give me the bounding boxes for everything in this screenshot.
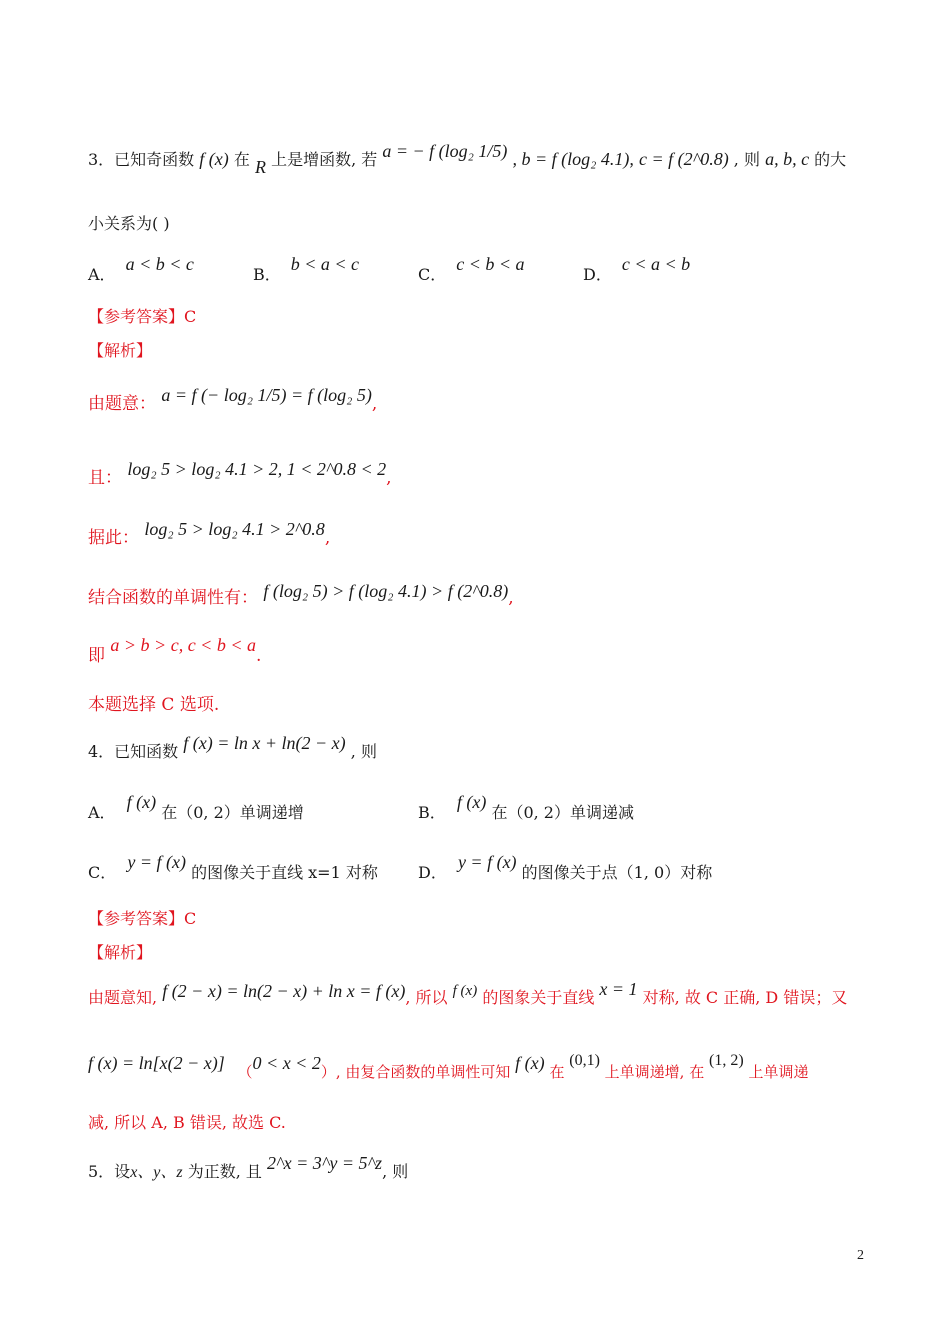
- q3-R: R: [254, 157, 266, 177]
- q4-analysis-line3: 减, 所以 A, B 错误, 故选 C.: [88, 1113, 286, 1132]
- math-expr: x = 1: [599, 979, 638, 999]
- text-segment: 上单调递增, 在: [604, 1063, 705, 1081]
- step-expr: f (log₂ 5) > f (log₂ 4.1) > f (2^0.8): [263, 581, 509, 601]
- option-expr: b < a < c: [290, 254, 360, 274]
- text-segment: 的图象关于直线: [482, 988, 595, 1007]
- q3-step1: 由题意： a = f (− log₂ 1/5) = f (log₂ 5),: [88, 385, 378, 414]
- q3-step6: 本题选择 C 选项.: [88, 695, 220, 715]
- q4-expr: f (x) = ln x + ln(2 − x): [183, 733, 346, 753]
- q3-step4: 结合函数的单调性有： f (log₂ 5) > f (log₂ 4.1) > f (2^0.8),: [88, 581, 514, 608]
- q3-option-a[interactable]: [88, 252, 194, 284]
- text-segment: 由题意知,: [88, 988, 158, 1007]
- q3-stem-line2: 小关系为( ): [88, 214, 170, 233]
- q3-option-d[interactable]: [583, 252, 691, 284]
- q4-analysis-line2: [88, 1052, 809, 1084]
- q3-f: f (x): [199, 149, 229, 169]
- q3-analysis-label: 【解析】: [88, 341, 153, 360]
- option-expr: a < b < c: [125, 254, 194, 274]
- text-segment: 对称, 故 C 正确, D 错误；又: [642, 988, 848, 1007]
- q3-step5: 即 a > b > c, c < b < a.: [88, 635, 262, 666]
- option-text: 的图像关于点（1, 0）对称: [521, 863, 713, 882]
- q5-prefix: 5．设: [88, 1162, 131, 1181]
- math-expr: f (x) = ln[x(2 − x)]: [88, 1053, 225, 1073]
- q3-c-expr: c = f (2^0.8): [638, 149, 729, 169]
- q3-in: 在: [233, 150, 250, 169]
- q4-prefix: 4．已知函数: [88, 742, 179, 761]
- q4-option-a[interactable]: [88, 790, 304, 822]
- math-expr: f (2 − x) = ln(2 − x) + ln x = f (x): [162, 981, 406, 1001]
- text-segment: 在: [549, 1063, 565, 1081]
- q3-option-c[interactable]: [418, 252, 525, 284]
- text-segment: （: [237, 1063, 253, 1081]
- step-expr: a = f (− log₂ 1/5) = f (log₂ 5): [161, 385, 372, 405]
- page-number: 2: [857, 1248, 864, 1263]
- q4-analysis-label: 【解析】: [88, 943, 153, 962]
- math-expr: f (x): [452, 983, 478, 999]
- option-expr: f (x): [456, 792, 487, 812]
- option-label: B．: [418, 803, 446, 822]
- math-expr: 0 < x < 2: [252, 1053, 321, 1073]
- option-label: A．: [88, 803, 116, 822]
- option-expr: c < b < a: [456, 254, 525, 274]
- q4-answer: 【参考答案】C: [88, 909, 197, 928]
- q3-tail2: 的大: [814, 150, 847, 169]
- q4-option-b[interactable]: [418, 790, 634, 822]
- option-text: 在（0, 2）单调递减: [491, 803, 634, 822]
- text-segment: , 所以: [405, 988, 448, 1007]
- q3-mid: 上是增函数, 若: [271, 150, 378, 169]
- option-label: C．: [418, 265, 447, 284]
- option-label: D．: [418, 863, 447, 882]
- q3-step2: 且： log₂ 5 > log₂ 4.1 > 2, 1 < 2^0.8 < 2,: [88, 459, 392, 488]
- step-text: 结合函数的单调性有：: [88, 588, 258, 608]
- step-expr: a > b > c, c < b < a: [110, 635, 256, 655]
- step-text: 据此：: [88, 528, 139, 548]
- option-label: D．: [583, 265, 612, 284]
- option-label: B．: [253, 265, 281, 284]
- q3-tail: , 则: [733, 150, 760, 169]
- q4-analysis-line1: [88, 979, 848, 1010]
- q5-stem: [88, 1153, 409, 1184]
- q3-option-b[interactable]: [253, 252, 360, 284]
- step-text: 即: [88, 646, 105, 666]
- q5-tail: , 则: [382, 1162, 409, 1181]
- q4-tail: , 则: [350, 742, 377, 761]
- math-expr: (0,1): [569, 1052, 600, 1069]
- option-expr: c < a < b: [621, 254, 691, 274]
- step-expr: log₂ 5 > log₂ 4.1 > 2, 1 < 2^0.8 < 2: [127, 459, 387, 479]
- q3-answer: 【参考答案】C: [88, 307, 197, 326]
- option-text: 的图像关于直线 x=1 对称: [191, 863, 378, 882]
- q3-a-expr: a = − f (log₂ 1/5): [382, 141, 508, 161]
- q4-option-d[interactable]: [418, 850, 713, 882]
- q3-step3: 据此： log₂ 5 > log₂ 4.1 > 2^0.8,: [88, 519, 331, 548]
- math-expr: f (x): [515, 1053, 545, 1073]
- text-segment: ）, 由复合函数的单调性可知: [320, 1063, 511, 1081]
- option-label: A．: [88, 265, 116, 284]
- q3-prefix: 3．已知奇函数: [88, 150, 195, 169]
- option-expr: y = f (x): [127, 852, 186, 872]
- q5-mid: 为正数, 且: [187, 1162, 262, 1181]
- option-expr: y = f (x): [457, 852, 517, 872]
- q5-vars: x、y、z: [130, 1164, 183, 1181]
- q3-abc: a, b, c: [765, 149, 810, 169]
- text-segment: 上单调递: [748, 1063, 809, 1081]
- q3-b-expr: , b = f (log₂ 4.1),: [512, 149, 634, 169]
- option-label: C．: [88, 863, 117, 882]
- q5-expr: 2^x = 3^y = 5^z: [267, 1153, 383, 1173]
- q4-option-c[interactable]: [88, 850, 378, 882]
- step-text: 由题意：: [88, 394, 156, 414]
- step-text: 且：: [88, 468, 122, 488]
- math-expr: (1, 2): [709, 1052, 744, 1069]
- option-text: 在（0, 2）单调递增: [161, 803, 304, 822]
- step-expr: log₂ 5 > log₂ 4.1 > 2^0.8: [144, 519, 325, 539]
- option-expr: f (x): [126, 792, 157, 812]
- q3-stem: [88, 141, 847, 177]
- q4-stem: [88, 733, 377, 763]
